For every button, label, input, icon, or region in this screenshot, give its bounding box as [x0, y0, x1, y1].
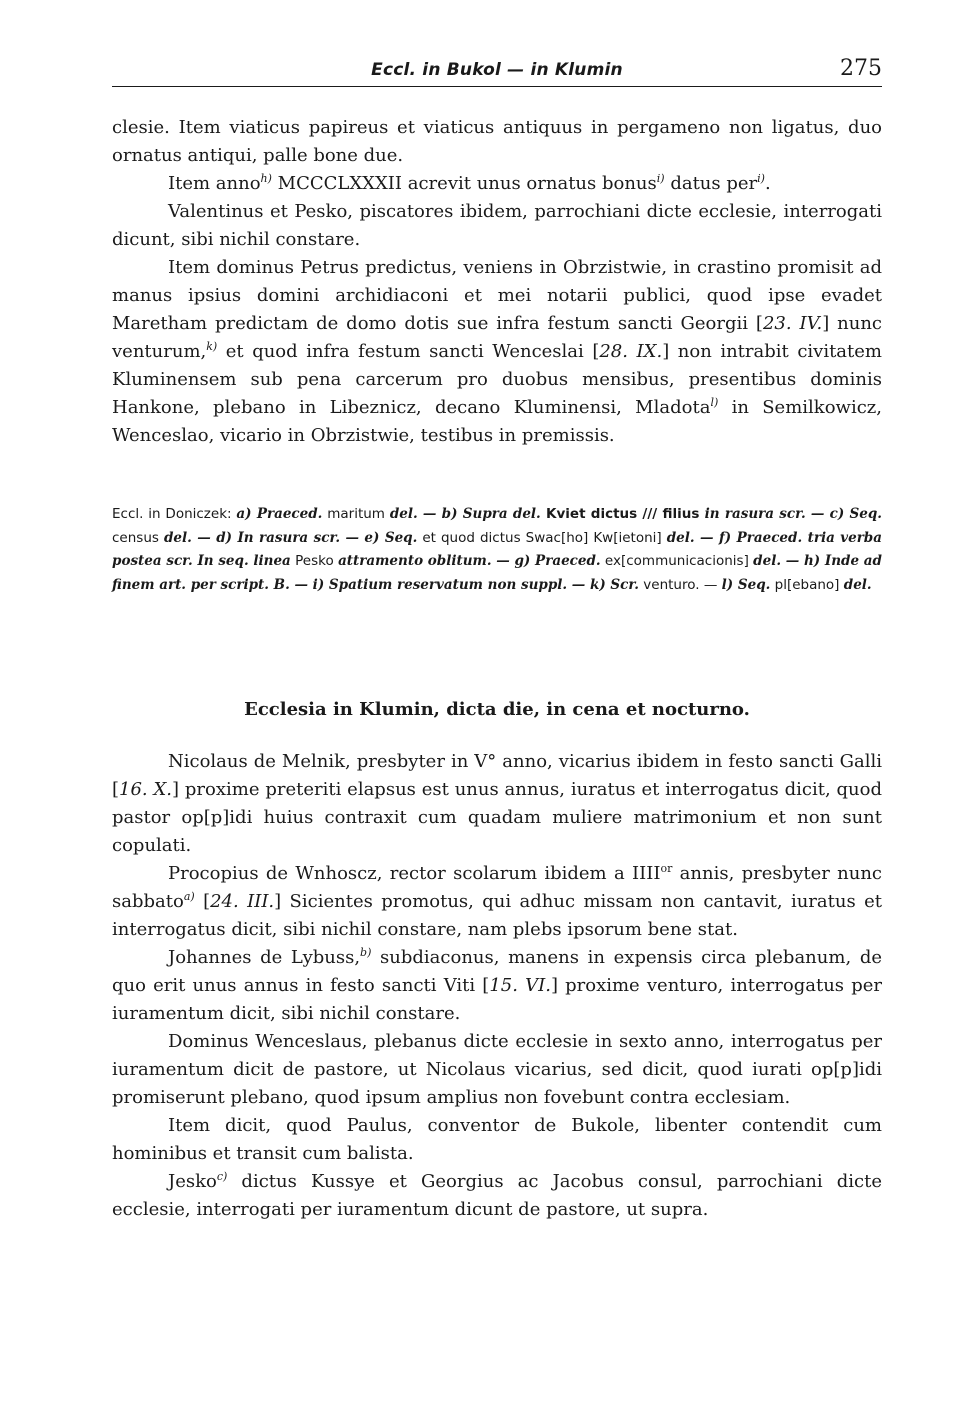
- text-run: ] proxime preteriti elapsus est unus annus, iuratus et interrogatus dicit, quod pastor op[p]idi huius contraxit cum quadam muliere matrimonium et non sunt copulati.: [112, 779, 882, 856]
- text-run: MCCCLXXXII acrevit unus ornatus bonus: [271, 173, 657, 194]
- paragraph: Dominus Wenceslaus, plebanus dicte ecclesie in sexto anno, interrogatus per iuramentum dicit de pastore, ut Nicolaus vicarius, sed dicit, quod iurati op[p]idi promiserunt plebano, quod ipsum amplius non fovebunt contra ecclesiam.: [112, 1031, 882, 1108]
- note-run: del.: [843, 576, 872, 593]
- text-run: census: [112, 529, 164, 546]
- section-heading: Ecclesia in Klumin, dicta die, in cena et nocturno.: [244, 699, 750, 720]
- paragraph: [112, 1168, 882, 1224]
- note-run: del. — b) Supra del.: [389, 506, 541, 522]
- footnote-mark: a): [183, 890, 195, 903]
- paragraph: Item dicit, quod Paulus, conventor de Bukole, libenter contendit cum hominibus et transit cum balista.: [112, 1115, 882, 1164]
- text-run: dictus Kussye et Georgius ac Jacobus consul, parrochiani dicte ecclesie, interrogati per iuramentum dicunt de pastore, ut supra.: [112, 1171, 882, 1220]
- text-run: maritum: [322, 506, 390, 522]
- running-head: [112, 56, 882, 86]
- page-number: 275: [840, 56, 882, 81]
- text-run: venturo. —: [638, 576, 722, 593]
- running-title: Eccl. in Bukol — in Klumin: [371, 60, 623, 80]
- text-run: ex[communicacionis]: [600, 553, 754, 569]
- text-run: ] proxime venturo, interrogatus per iuramentum dicit, sibi nichil constare.: [112, 975, 882, 1024]
- note-run: attramento oblitum. — g) Praeced.: [338, 553, 601, 569]
- text-run: Eccl. in Doniczek:: [112, 506, 237, 522]
- footnotes: [112, 503, 882, 597]
- note-run: in rasura scr. — c) Seq.: [704, 506, 883, 522]
- footnote-mark: h): [260, 172, 272, 185]
- paragraph: clesie. Item viaticus papireus et viaticus antiquus in pergameno non ligatus, duo ornatus antiqui, palle bone due.: [112, 117, 882, 166]
- paragraph: [112, 748, 882, 860]
- text-run: Item dominus Petrus predictus, veniens in Obrzistwie, in crastino promisit ad manus ipsius domini archidiaconi et mei notarii publici, quod ipse evadet Maretham predictam de domo dotis sue infra festum sancti Georgii [: [112, 257, 882, 334]
- paragraph: [112, 254, 882, 450]
- text-run: ] non intrabit civitatem Kluminensem sub pena carcerum pro duobus mensibus, presentibus dominis Hankone, plebano in Libeznicz, decano Kluminensi, Mladota: [112, 341, 882, 418]
- text-run: ] Sicientes promotus, qui adhuc missam non cantavit, iuratus et interrogatus dicit, sibi nichil constare, nam plebs ipsorum bene stat.: [112, 891, 882, 940]
- text-run: Johannes de Lybuss,: [168, 947, 361, 968]
- text-run: et quod dictus Swac[ho] Kw[ietoni]: [417, 529, 667, 546]
- note-run: l) Seq.: [721, 576, 771, 593]
- date-ref: 16. X.: [119, 779, 173, 800]
- superscript: or: [660, 862, 673, 875]
- note-run: a) Praeced.: [236, 506, 323, 522]
- paragraph: [112, 944, 882, 1028]
- text-run: pl[ebano]: [770, 576, 844, 593]
- footnote-mark: b): [360, 946, 372, 959]
- header-rule: [112, 86, 882, 87]
- footnote-mark: l): [710, 396, 719, 409]
- text-run: [: [194, 891, 211, 912]
- text-run: ] nunc venturum,: [112, 313, 882, 362]
- text-run: Jesko: [168, 1171, 217, 1192]
- footnote-mark: i): [656, 172, 665, 185]
- note-run: del. — f) Praeced. tria verba postea scr. In seq. linea: [112, 529, 882, 569]
- date-ref: 23. IV.: [762, 313, 823, 334]
- footnote-mark: i): [757, 172, 765, 185]
- text-run: Item anno: [168, 173, 261, 194]
- text-run: datus per: [664, 173, 758, 194]
- text-run: .: [764, 173, 771, 194]
- date-ref: 15. VI.: [489, 975, 551, 996]
- text-run: Kviet dictus /// filius: [540, 506, 705, 522]
- footnote-mark: c): [216, 1170, 228, 1183]
- paragraph: [112, 170, 882, 198]
- footnote-mark: k): [206, 340, 218, 353]
- date-ref: 28. IX.: [599, 341, 663, 362]
- text-run: Nicolaus de Melnik, presbyter in V° anno, vicarius ibidem in festo sancti Galli [: [112, 751, 882, 800]
- note-run: del. — h) Inde ad finem art. per script. B. — i) Spatium reservatum non suppl. — k) Scr.: [112, 553, 882, 593]
- paragraph: [112, 860, 882, 944]
- text-run: annis, presbyter nunc sabbato: [112, 863, 883, 912]
- section-klumin: [112, 748, 882, 1224]
- text-run: subdiaconus, manens in expensis circa plebanum, de quo erit unus annus in festo sancti Viti [: [112, 947, 882, 996]
- date-ref: 24. III.: [210, 891, 275, 912]
- text-run: et quod infra festum sancti Wenceslai [: [217, 341, 600, 362]
- note-run: del. — d) In rasura scr. — e) Seq.: [163, 529, 418, 546]
- text-run: in Semilkowicz, Wenceslao, vicario in Obrzistwie, testibus in premissis.: [112, 397, 882, 446]
- paragraph: Valentinus et Pesko, piscatores ibidem, parrochiani dicte ecclesie, interrogati dicunt, sibi nichil constare.: [112, 201, 882, 250]
- text-run: Pesko: [290, 553, 339, 569]
- section-continuation: [112, 114, 882, 450]
- text-run: Procopius de Wnhoscz, rector scolarum ibidem a IIII: [168, 863, 661, 884]
